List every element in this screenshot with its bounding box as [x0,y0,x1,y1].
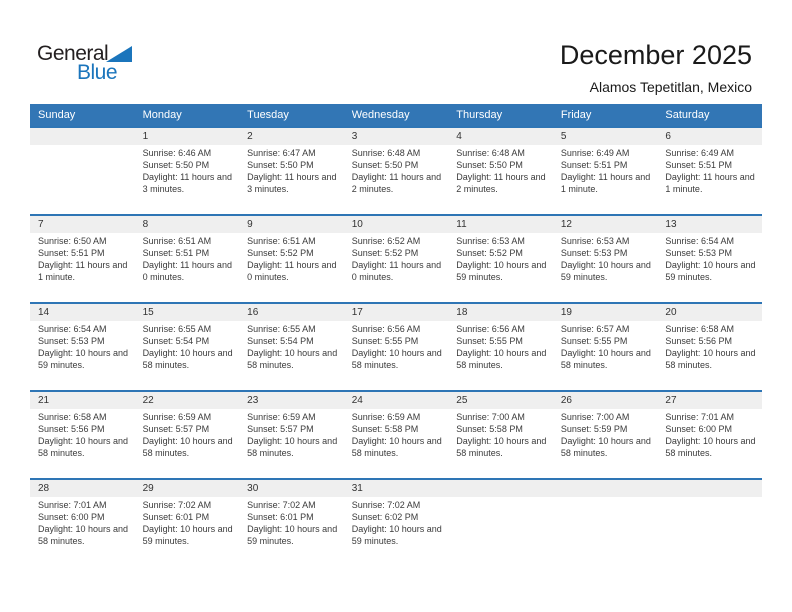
day-cell [448,321,553,390]
sunrise-text: Sunrise: 7:01 AM [665,412,734,422]
sunset-text: Sunset: 6:02 PM [351,511,419,522]
sunset-text: Sunset: 5:50 PM [456,159,523,170]
sunset-text: Sunset: 5:52 PM [247,247,314,258]
weeks-container [30,126,762,566]
day-number: 15 [142,307,154,318]
day-cell [344,145,449,214]
sunrise-text: Sunrise: 6:48 AM [351,148,421,158]
sunrise-text: Sunrise: 6:54 AM [38,324,107,334]
daylight-text: Daylight: 10 hours and 58 minutes. [38,523,129,546]
sunset-text: Sunset: 5:51 PM [560,159,628,170]
day-number: 8 [142,219,149,230]
daylight-text: Daylight: 11 hours and 0 minutes. [247,259,337,282]
day-number: 11 [456,219,467,230]
daylight-text: Daylight: 10 hours and 58 minutes. [142,347,233,370]
sunrise-text: Sunrise: 6:56 AM [351,324,421,334]
day-number: 3 [351,131,358,142]
weekday-header-cell-wednesday: Wednesday [351,109,410,121]
weekday-header-cell-monday: Monday [142,109,182,121]
sunrise-text: Sunrise: 6:59 AM [351,412,421,422]
day-number: 23 [247,395,259,406]
sunset-text: Sunset: 6:00 PM [665,423,732,434]
daylight-text: Daylight: 10 hours and 58 minutes. [560,347,651,370]
sunset-text: Sunset: 5:50 PM [142,159,210,170]
empty-day-number [448,480,553,497]
daylight-text: Daylight: 10 hours and 58 minutes. [456,435,547,458]
sunset-text: Sunset: 5:58 PM [456,423,523,434]
day-details-row [30,409,762,478]
sunrise-text: Sunrise: 6:48 AM [456,148,525,158]
day-number: 2 [247,131,253,142]
day-number: 1 [142,131,149,142]
daylight-text: Daylight: 10 hours and 58 minutes. [38,435,129,458]
month-title: December 2025 [559,40,752,70]
day-number: 29 [142,483,154,494]
daylight-text: Daylight: 10 hours and 59 minutes. [247,523,338,546]
sunset-text: Sunset: 5:53 PM [560,247,628,258]
week-row [30,214,762,302]
daylight-text: Daylight: 11 hours and 0 minutes. [351,259,442,282]
sunset-text: Sunset: 5:59 PM [560,423,628,434]
day-cell [239,497,344,566]
day-cell [553,409,658,478]
sunset-text: Sunset: 5:57 PM [247,423,314,434]
day-number: 10 [351,219,363,230]
day-number-strip [30,128,762,145]
logo-triangle-icon [106,46,132,62]
week-row [30,478,762,566]
day-cell [344,497,449,566]
day-cell [30,409,135,478]
daylight-text: Daylight: 10 hours and 59 minutes. [560,259,651,282]
daylight-text: Daylight: 10 hours and 58 minutes. [351,435,442,458]
empty-day-number [30,128,135,145]
day-cell [344,321,449,390]
daylight-text: Daylight: 11 hours and 3 minutes. [142,171,232,194]
sunset-text: Sunset: 5:55 PM [456,335,523,346]
day-number: 25 [456,395,468,406]
sunrise-text: Sunrise: 7:00 AM [456,412,525,422]
day-number: 21 [38,395,50,406]
daylight-text: Daylight: 10 hours and 58 minutes. [351,347,442,370]
day-cell [657,145,762,214]
empty-day-cell [553,497,658,566]
day-number: 5 [560,131,567,142]
daylight-text: Daylight: 11 hours and 2 minutes. [456,171,546,194]
sunrise-text: Sunrise: 6:49 AM [560,148,630,158]
day-number: 9 [247,219,253,230]
day-details-row [30,145,762,214]
day-cell [553,321,658,390]
sunset-text: Sunset: 5:52 PM [351,247,419,258]
sunrise-text: Sunrise: 6:53 AM [456,236,525,246]
weekday-header-cell-friday: Friday [560,109,592,121]
day-number: 6 [665,131,671,142]
day-details-row [30,321,762,390]
sunrise-text: Sunrise: 7:02 AM [142,500,212,510]
sunset-text: Sunset: 5:55 PM [560,335,628,346]
day-cell [657,409,762,478]
week-row [30,390,762,478]
sunset-text: Sunset: 5:51 PM [38,247,105,258]
sunrise-text: Sunrise: 6:56 AM [456,324,525,334]
day-number: 27 [665,395,677,406]
sunrise-text: Sunrise: 6:58 AM [665,324,734,334]
sunset-text: Sunset: 6:01 PM [247,511,314,522]
sunrise-text: Sunrise: 7:00 AM [560,412,630,422]
day-cell [239,233,344,302]
sunset-text: Sunset: 6:00 PM [38,511,105,522]
sunrise-text: Sunrise: 6:53 AM [560,236,630,246]
sunset-text: Sunset: 5:56 PM [665,335,732,346]
weekday-header-cell-thursday: Thursday [456,109,503,121]
sunrise-text: Sunrise: 6:51 AM [142,236,212,246]
day-number-strip [30,392,762,409]
week-row [30,302,762,390]
sunrise-text: Sunrise: 7:02 AM [247,500,316,510]
day-cell [135,321,240,390]
day-cell [239,321,344,390]
day-cell [135,233,240,302]
sunset-text: Sunset: 5:55 PM [351,335,419,346]
daylight-text: Daylight: 10 hours and 58 minutes. [456,347,547,370]
sunrise-text: Sunrise: 6:46 AM [142,148,212,158]
sunrise-text: Sunrise: 6:50 AM [38,236,107,246]
day-number: 31 [351,483,363,494]
day-number: 22 [142,395,154,406]
daylight-text: Daylight: 10 hours and 59 minutes. [351,523,442,546]
daylight-text: Daylight: 11 hours and 0 minutes. [142,259,232,282]
day-cell [239,145,344,214]
sunset-text: Sunset: 5:51 PM [142,247,210,258]
sunset-text: Sunset: 5:53 PM [665,247,732,258]
day-number: 13 [665,219,677,230]
daylight-text: Daylight: 11 hours and 3 minutes. [247,171,337,194]
daylight-text: Daylight: 10 hours and 58 minutes. [142,435,233,458]
day-number: 20 [665,307,677,318]
day-cell [135,409,240,478]
daylight-text: Daylight: 10 hours and 59 minutes. [38,347,129,370]
day-number: 12 [560,219,572,230]
day-number: 28 [38,483,50,494]
day-cell [448,145,553,214]
day-cell [30,233,135,302]
empty-day-number [657,480,762,497]
day-number: 30 [247,483,259,494]
sunset-text: Sunset: 6:01 PM [142,511,210,522]
day-cell [448,409,553,478]
empty-day-cell [30,145,135,214]
sunset-text: Sunset: 5:58 PM [351,423,419,434]
week-row [30,126,762,214]
day-cell [239,409,344,478]
day-number: 24 [351,395,363,406]
calendar-table [30,104,762,566]
sunrise-text: Sunrise: 6:57 AM [560,324,630,334]
day-cell [30,497,135,566]
day-cell [448,233,553,302]
day-number-strip [30,216,762,233]
general-blue-logo [37,42,147,90]
sunrise-text: Sunrise: 6:54 AM [665,236,734,246]
day-number: 18 [456,307,468,318]
sunset-text: Sunset: 5:50 PM [351,159,419,170]
daylight-text: Daylight: 10 hours and 59 minutes. [456,259,547,282]
location-subtitle: Alamos Tepetitlan, Mexico [589,79,752,95]
daylight-text: Daylight: 10 hours and 58 minutes. [247,435,338,458]
daylight-text: Daylight: 11 hours and 1 minute. [665,171,755,194]
daylight-text: Daylight: 10 hours and 58 minutes. [247,347,338,370]
sunset-text: Sunset: 5:57 PM [142,423,210,434]
day-cell [553,145,658,214]
sunset-text: Sunset: 5:52 PM [456,247,523,258]
day-cell [135,497,240,566]
weekday-header-cell-saturday: Saturday [665,109,710,121]
day-cell [344,233,449,302]
sunrise-text: Sunrise: 6:47 AM [247,148,316,158]
day-cell [344,409,449,478]
sunrise-text: Sunrise: 6:59 AM [247,412,316,422]
day-cell [657,321,762,390]
sunset-text: Sunset: 5:51 PM [665,159,732,170]
logo-word-blue: Blue [77,61,118,84]
sunrise-text: Sunrise: 7:01 AM [38,500,107,510]
weekday-header-cell-sunday: Sunday [38,109,76,121]
sunset-text: Sunset: 5:54 PM [142,335,210,346]
day-number: 26 [560,395,572,406]
day-number: 7 [38,219,44,230]
sunset-text: Sunset: 5:56 PM [38,423,105,434]
daylight-text: Daylight: 10 hours and 59 minutes. [665,259,756,282]
daylight-text: Daylight: 11 hours and 1 minute. [38,259,128,282]
day-number: 14 [38,307,50,318]
logo-word-general: General [37,42,109,65]
daylight-text: Daylight: 10 hours and 58 minutes. [560,435,651,458]
sunrise-text: Sunrise: 6:52 AM [351,236,421,246]
day-number: 17 [351,307,363,318]
day-number: 19 [560,307,572,318]
day-cell [30,321,135,390]
sunset-text: Sunset: 5:53 PM [38,335,105,346]
empty-day-cell [657,497,762,566]
daylight-text: Daylight: 10 hours and 59 minutes. [142,523,233,546]
weekday-header-row [30,104,762,126]
day-cell [657,233,762,302]
empty-day-cell [448,497,553,566]
day-cell [135,145,240,214]
empty-day-number [553,480,658,497]
daylight-text: Daylight: 10 hours and 58 minutes. [665,435,756,458]
sunrise-text: Sunrise: 6:55 AM [247,324,316,334]
daylight-text: Daylight: 10 hours and 58 minutes. [665,347,756,370]
weekday-header-cell-tuesday: Tuesday [247,109,289,121]
sunrise-text: Sunrise: 6:55 AM [142,324,212,334]
sunrise-text: Sunrise: 6:58 AM [38,412,107,422]
sunrise-text: Sunrise: 6:59 AM [142,412,212,422]
day-number: 16 [247,307,259,318]
day-number: 4 [456,131,462,142]
day-number-strip [30,480,762,497]
sunrise-text: Sunrise: 7:02 AM [351,500,421,510]
sunrise-text: Sunrise: 6:49 AM [665,148,734,158]
day-details-row [30,497,762,566]
sunset-text: Sunset: 5:54 PM [247,335,314,346]
day-number-strip [30,304,762,321]
daylight-text: Daylight: 11 hours and 1 minute. [560,171,651,194]
sunrise-text: Sunrise: 6:51 AM [247,236,316,246]
day-details-row [30,233,762,302]
sunset-text: Sunset: 5:50 PM [247,159,314,170]
daylight-text: Daylight: 11 hours and 2 minutes. [351,171,442,194]
day-cell [553,233,658,302]
